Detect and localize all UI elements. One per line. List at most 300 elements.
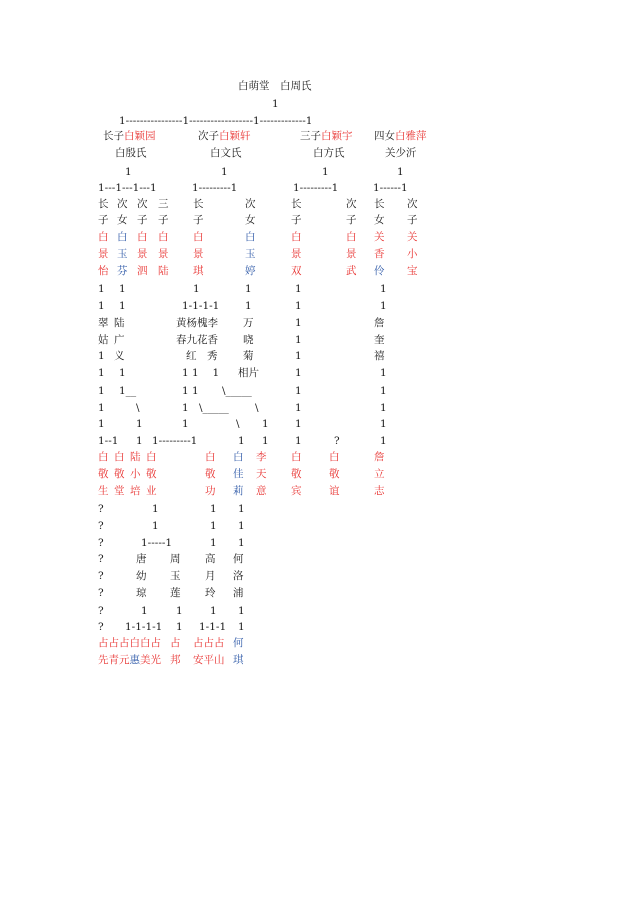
- tree-line: [152, 520, 159, 532]
- tree-text: 相片: [238, 367, 259, 379]
- tree-line: [136, 435, 143, 447]
- tree-line: [98, 637, 161, 649]
- name-red: 宾: [291, 485, 302, 497]
- tree-text: 子: [291, 214, 302, 226]
- tree-text: 1-1-1-1: [125, 621, 163, 633]
- name-red: 安平山: [193, 654, 225, 666]
- tree-line: [158, 265, 169, 277]
- tree-line: [295, 402, 302, 414]
- name-red: 白: [346, 231, 357, 243]
- tree-text: 1---------1: [293, 182, 339, 194]
- tree-line: [98, 418, 105, 430]
- tree-line: [146, 451, 157, 463]
- tree-line: [291, 231, 302, 243]
- tree-text: 1: [295, 402, 302, 414]
- tree-line: [210, 537, 217, 549]
- name-red: 双: [291, 265, 302, 277]
- name-red: 敬: [205, 468, 216, 480]
- tree-line: [119, 115, 312, 127]
- tree-line: [205, 451, 216, 463]
- tree-text: ?: [98, 503, 104, 515]
- tree-line: [205, 587, 216, 599]
- tree-line: [158, 248, 169, 260]
- tree-line: [238, 503, 245, 515]
- name-red: 志: [374, 485, 385, 497]
- tree-line: [146, 485, 157, 497]
- tree-line: [170, 637, 181, 649]
- name-red: 白: [193, 231, 204, 243]
- tree-line: [295, 435, 302, 447]
- name-blue: 伶: [374, 265, 385, 277]
- tree-line: [291, 485, 302, 497]
- name-red: 生: [98, 485, 109, 497]
- tree-line: [103, 130, 156, 142]
- tree-line: [329, 468, 340, 480]
- tree-line: [176, 334, 218, 346]
- tree-line: [373, 182, 408, 194]
- name-red: 琪: [193, 265, 204, 277]
- tree-line: [98, 537, 104, 549]
- tree-line: [176, 605, 183, 617]
- tree-line: [176, 621, 183, 633]
- tree-line: [98, 570, 104, 582]
- tree-line: [374, 485, 385, 497]
- name-blue: 莉: [233, 485, 244, 497]
- name-red: 占占占: [193, 637, 225, 649]
- tree-line: [291, 198, 302, 210]
- tree-line: [238, 621, 245, 633]
- tree-text: 长: [374, 198, 385, 210]
- tree-text: 1: [210, 520, 217, 532]
- tree-text: 1: [136, 418, 143, 430]
- tree-text: 玉: [170, 570, 181, 582]
- tree-line: [380, 367, 387, 379]
- name-red: 泗: [137, 265, 148, 277]
- tree-text: 玲: [205, 587, 216, 599]
- tree-line: [374, 350, 385, 362]
- tree-line: [210, 147, 242, 159]
- tree-text: 三: [158, 198, 169, 210]
- tree-line: [374, 265, 385, 277]
- tree-text: 长: [193, 198, 204, 210]
- tree-text: 琼: [136, 587, 147, 599]
- tree-line: [374, 214, 385, 226]
- tree-text: 子: [346, 214, 357, 226]
- tree-line: [238, 520, 245, 532]
- name-blue: 何: [233, 637, 244, 649]
- tree-text: 红 秀: [186, 350, 218, 362]
- tree-line: [136, 570, 147, 582]
- tree-text: 1: [152, 503, 159, 515]
- tree-line: [205, 485, 216, 497]
- tree-line: [233, 468, 244, 480]
- tree-text: 1: [210, 605, 217, 617]
- tree-line: [137, 265, 148, 277]
- tree-line: [346, 265, 357, 277]
- tree-text: 1: [98, 283, 105, 295]
- tree-line: [193, 231, 204, 243]
- tree-text: \_____: [222, 385, 252, 397]
- tree-line: [210, 503, 217, 515]
- name-red: 怡: [98, 265, 109, 277]
- tree-text: ?: [98, 587, 104, 599]
- tree-text: 周: [170, 553, 181, 565]
- tree-line: [98, 300, 105, 312]
- tree-line: [137, 198, 148, 210]
- name-red: 白: [98, 231, 109, 243]
- name-red: 白: [137, 231, 148, 243]
- tree-line: [238, 80, 312, 92]
- tree-text: 白萌堂 白周氏: [238, 80, 312, 92]
- tree-text: 1: [98, 385, 105, 397]
- tree-text: 1---1---1---1: [98, 182, 157, 194]
- tree-text: ?: [98, 605, 104, 617]
- tree-line: [119, 385, 136, 397]
- tree-text: 子: [158, 214, 169, 226]
- tree-text: 女: [374, 214, 385, 226]
- tree-line: [291, 248, 302, 260]
- tree-line: [407, 214, 418, 226]
- tree-line: [407, 231, 418, 243]
- tree-line: [233, 637, 244, 649]
- tree-line: [137, 231, 148, 243]
- tree-line: [374, 130, 427, 142]
- tree-text: 女: [245, 214, 256, 226]
- tree-text: 1: [380, 402, 387, 414]
- tree-line: [222, 385, 252, 397]
- name-red: 景: [98, 248, 109, 260]
- tree-line: [182, 300, 219, 312]
- tree-line: [170, 587, 181, 599]
- tree-text: 姑: [98, 334, 109, 346]
- tree-text: 1: [119, 283, 126, 295]
- tree-text: 次子: [198, 130, 219, 142]
- tree-text: 翠: [98, 317, 109, 329]
- tree-line: [374, 198, 385, 210]
- tree-text: 1: [322, 166, 329, 178]
- tree-text: 1: [380, 385, 387, 397]
- name-blue: 佳: [233, 468, 244, 480]
- tree-line: [256, 451, 267, 463]
- tree-text: 1: [238, 435, 245, 447]
- tree-text: 1: [210, 537, 217, 549]
- tree-line: [245, 198, 256, 210]
- tree-line: [98, 654, 161, 666]
- tree-text: 1: [295, 317, 302, 329]
- tree-line: [295, 350, 302, 362]
- tree-line: [346, 198, 357, 210]
- tree-text: 1---------1: [192, 182, 238, 194]
- tree-line: [114, 451, 125, 463]
- tree-line: [205, 468, 216, 480]
- tree-line: [407, 248, 418, 260]
- tree-text: ?: [98, 537, 104, 549]
- name-red: 白颖宇: [321, 130, 353, 142]
- tree-text: 1: [380, 435, 387, 447]
- tree-text: 1: [380, 283, 387, 295]
- tree-line: [170, 570, 181, 582]
- name-red: 景: [193, 248, 204, 260]
- tree-line: [329, 451, 340, 463]
- tree-text: 次: [137, 198, 148, 210]
- name-red: 关: [374, 231, 385, 243]
- tree-text: 幼: [136, 570, 147, 582]
- name-red: 李: [256, 451, 267, 463]
- tree-text: 1: [98, 367, 105, 379]
- tree-text: 洛: [233, 570, 244, 582]
- name-red: 白: [205, 451, 216, 463]
- tree-line: [245, 283, 252, 295]
- tree-line: [262, 418, 269, 430]
- tree-line: [98, 283, 105, 295]
- name-red: 堂: [114, 485, 125, 497]
- tree-line: [98, 367, 105, 379]
- tree-line: [374, 231, 385, 243]
- name-red: 陆: [130, 451, 141, 463]
- tree-line: [158, 231, 169, 243]
- tree-text: 1: [295, 334, 302, 346]
- tree-text: 1: [295, 385, 302, 397]
- tree-line: [380, 283, 387, 295]
- tree-text: 1: [98, 402, 105, 414]
- tree-text: 1----------------1------------------1-------------1: [119, 115, 313, 127]
- tree-line: [114, 350, 125, 362]
- tree-line: [152, 435, 197, 447]
- tree-text: 1: [238, 605, 245, 617]
- tree-line: [245, 231, 256, 243]
- name-red: 业: [146, 485, 157, 497]
- tree-line: [98, 503, 104, 515]
- tree-text: 次: [245, 198, 256, 210]
- tree-text: \: [236, 418, 240, 430]
- name-red: 敬: [291, 468, 302, 480]
- tree-line: [114, 317, 125, 329]
- tree-line: [295, 367, 302, 379]
- tree-line: [295, 300, 302, 312]
- tree-line: [98, 214, 109, 226]
- tree-line: [114, 334, 125, 346]
- tree-text: 1: [119, 367, 126, 379]
- tree-text: 关少沂: [385, 147, 417, 159]
- name-red: 谊: [329, 485, 340, 497]
- tree-line: [272, 98, 279, 110]
- tree-line: [98, 385, 105, 397]
- tree-text: 1-----1: [141, 537, 173, 549]
- tree-line: [385, 147, 417, 159]
- tree-text: 1: [98, 300, 105, 312]
- name-red: 白: [329, 451, 340, 463]
- tree-line: [117, 198, 128, 210]
- tree-line: [98, 451, 109, 463]
- tree-text: ?: [334, 435, 340, 447]
- name-red: 白雅萍: [395, 130, 427, 142]
- tree-line: [322, 166, 329, 178]
- tree-text: 1-1-1-1: [182, 300, 220, 312]
- tree-line: [125, 166, 132, 178]
- tree-text: 白文氏: [210, 147, 242, 159]
- tree-line: [182, 367, 219, 379]
- tree-line: [98, 402, 105, 414]
- name-red: 天: [256, 468, 267, 480]
- name-red: 景: [137, 248, 148, 260]
- tree-text: 哓: [243, 334, 254, 346]
- tree-text: 1: [141, 605, 148, 617]
- name-red: 白: [291, 231, 302, 243]
- tree-line: [255, 402, 259, 414]
- tree-line: [98, 198, 109, 210]
- tree-text: 1: [182, 418, 189, 430]
- name-red: 詹: [374, 451, 385, 463]
- tree-text: 1--1: [98, 435, 119, 447]
- tree-line: [334, 435, 340, 447]
- tree-text: 次: [346, 198, 357, 210]
- name-red: 白: [98, 451, 109, 463]
- tree-text: 子: [407, 214, 418, 226]
- tree-line: [243, 334, 254, 346]
- tree-line: [136, 553, 147, 565]
- tree-line: [119, 283, 126, 295]
- tree-line: [407, 265, 418, 277]
- tree-line: [98, 265, 109, 277]
- tree-text: 1: [380, 367, 387, 379]
- tree-line: [98, 317, 109, 329]
- tree-text: 何: [233, 553, 244, 565]
- tree-text: 1: [221, 166, 228, 178]
- tree-text: 1-1-1: [199, 621, 227, 633]
- tree-line: [313, 147, 345, 159]
- tree-line: [243, 317, 254, 329]
- tree-line: [114, 468, 125, 480]
- tree-line: [205, 570, 216, 582]
- tree-line: [130, 451, 141, 463]
- tree-line: [238, 435, 245, 447]
- tree-text: 广: [114, 334, 125, 346]
- tree-line: [98, 182, 157, 194]
- tree-line: [262, 435, 269, 447]
- tree-line: [158, 214, 169, 226]
- tree-line: [346, 214, 357, 226]
- tree-text: 1: [98, 418, 105, 430]
- tree-line: [245, 300, 252, 312]
- tree-line: [346, 231, 357, 243]
- tree-text: 1: [182, 402, 189, 414]
- tree-line: [141, 605, 148, 617]
- tree-text: 黄杨槐李: [176, 317, 218, 329]
- tree-text: 白殷氏: [115, 147, 147, 159]
- tree-text: 1: [245, 283, 252, 295]
- name-red: 白: [158, 231, 169, 243]
- name-red: 占占占白白占: [98, 637, 161, 649]
- tree-text: 陆: [114, 317, 125, 329]
- tree-text: 子: [98, 214, 109, 226]
- tree-text: 1 1 1: [182, 367, 220, 379]
- name-red: 白: [291, 451, 302, 463]
- tree-line: [295, 418, 302, 430]
- tree-line: [291, 468, 302, 480]
- name-red: 先青元: [98, 654, 130, 666]
- tree-text: 长子: [103, 130, 124, 142]
- tree-text: 1: [136, 435, 143, 447]
- name-red: 敬: [98, 468, 109, 480]
- tree-text: 1: [238, 520, 245, 532]
- tree-line: [295, 283, 302, 295]
- tree-text: 1: [238, 621, 245, 633]
- tree-line: [245, 265, 256, 277]
- tree-line: [98, 485, 109, 497]
- tree-line: [114, 485, 125, 497]
- name-red: 小: [130, 468, 141, 480]
- tree-line: [146, 468, 157, 480]
- tree-line: [293, 182, 338, 194]
- tree-line: [136, 587, 147, 599]
- tree-line: [374, 468, 385, 480]
- tree-line: [374, 317, 385, 329]
- tree-line: [199, 621, 226, 633]
- tree-text: 月: [205, 570, 216, 582]
- tree-text: 1: [295, 283, 302, 295]
- tree-line: [380, 402, 387, 414]
- name-blue: 玉: [245, 248, 256, 260]
- tree-text: \: [136, 402, 140, 414]
- tree-line: [233, 654, 244, 666]
- name-red: 关: [407, 231, 418, 243]
- tree-line: [130, 468, 141, 480]
- tree-line: [137, 248, 148, 260]
- tree-text: 春九花香: [176, 334, 218, 346]
- name-red: 敬: [146, 468, 157, 480]
- tree-line: [117, 214, 128, 226]
- tree-line: [98, 605, 104, 617]
- tree-text: 詹: [374, 317, 385, 329]
- name-red: 白: [114, 451, 125, 463]
- tree-line: [98, 520, 104, 532]
- tree-text: 1: [238, 537, 245, 549]
- name-blue: 白: [117, 231, 128, 243]
- tree-line: [295, 385, 302, 397]
- tree-line: [233, 587, 244, 599]
- tree-text: 三子: [300, 130, 321, 142]
- tree-text: 1: [295, 418, 302, 430]
- tree-line: [182, 418, 189, 430]
- tree-line: [170, 654, 181, 666]
- tree-line: [205, 553, 216, 565]
- tree-line: [199, 402, 229, 414]
- name-blue: 玉: [117, 248, 128, 260]
- tree-text: ?: [98, 553, 104, 565]
- tree-text: 1: [245, 300, 252, 312]
- tree-line: [98, 350, 105, 362]
- tree-line: [256, 468, 267, 480]
- tree-text: 1: [295, 367, 302, 379]
- tree-text: ?: [98, 570, 104, 582]
- tree-line: [238, 367, 259, 379]
- name-red: 敬: [114, 468, 125, 480]
- tree-text: ?: [98, 520, 104, 532]
- tree-text: 长: [291, 198, 302, 210]
- tree-line: [193, 198, 204, 210]
- tree-line: [176, 317, 218, 329]
- tree-line: [141, 537, 172, 549]
- tree-text: 1: [262, 418, 269, 430]
- tree-line: [119, 367, 126, 379]
- tree-line: [193, 214, 204, 226]
- tree-line: [233, 570, 244, 582]
- name-red: 白颖轩: [219, 130, 251, 142]
- tree-text: 1: [98, 350, 105, 362]
- tree-text: 义: [114, 350, 125, 362]
- name-blue: 琪: [233, 654, 244, 666]
- tree-line: [380, 418, 387, 430]
